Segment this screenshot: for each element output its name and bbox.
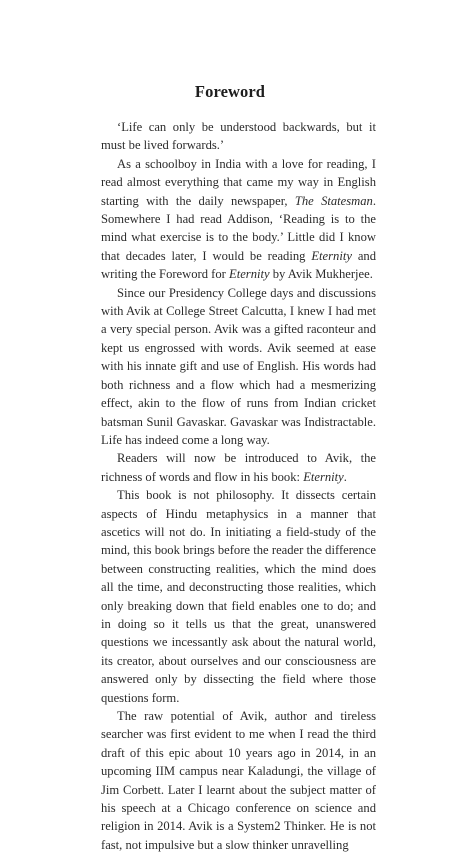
- paragraph: [101, 284, 376, 450]
- paragraph-text: Since our Presidency College days and discussions with Avik at College Street Calcutta, I knew I had met a very special person. Avik was a gifted raconteur and kept us engrossed with words. Avik seemed at ease with his innate gift and use of English. His words had both richness and a flow which had a mesmerizing effect, akin to the flow of runs from Indian cricket batsman Sunil Gavaskar. Gavaskar was Indistractable. Life has indeed come a long way.: [101, 285, 376, 447]
- paragraph-text: Readers will now be introduced to Avik, the richness of words and flow in his book:: [101, 451, 376, 484]
- paragraph: [101, 486, 376, 707]
- italic-title-text: Eternity: [229, 267, 270, 282]
- paragraph-text: This book is not philosophy. It dissects certain aspects of Hindu metaphysics in a manner that ascetics will not do. In initiating a field-study of the mind, this book brings before the reader the difference between constructing realities, which the mind does all the time, and deconstructing those realities, which only breaking down that field enables one to do; and in doing so it tells us that the great, unanswered questions we incessantly ask about the natural world, its creator, about ourselves and our consciousness are answered only by dissecting the field where those questions form.: [101, 488, 376, 705]
- paragraph-text: . Somewhere I had read Addison, ‘Reading is to the mind what exercise is to the body.’ Little did I know that decades later, I would be reading: [101, 193, 377, 263]
- italic-title-text: Eternity: [311, 248, 352, 263]
- italic-title-text: Eternity: [303, 469, 344, 484]
- page-title: Foreword: [194, 82, 266, 101]
- paragraph: [101, 155, 376, 284]
- italic-title-text: The Statesman: [294, 193, 373, 208]
- paragraph-text: ‘Life can only be understood backwards, but it must be lived forwards.’: [101, 120, 376, 153]
- paragraph-text: .: [343, 469, 347, 484]
- paragraph: [101, 449, 376, 486]
- paragraph: [101, 707, 376, 854]
- paragraph-text: and writing the Foreword for: [101, 248, 376, 282]
- paragraph-text: by Avik Mukherjee.: [269, 267, 373, 282]
- paragraph: [101, 118, 376, 155]
- paragraph-text: As a schoolboy in India with a love for reading, I read almost everything that came my way in English starting with the daily newspaper,: [101, 156, 376, 208]
- paragraph-text: The raw potential of Avik, author and tireless searcher was first evident to me when I read the third draft of this epic about 10 years ago in 2014, in an upcoming IIM campus near Kaladungi, the village of Jim Corbett. Later I learnt about the subject matter of his speech at a Chicago conference on science and religion in 2014. Avik is a System2 Thinker. He is not fast, not impulsive but a slow thinker unravelling: [101, 709, 376, 852]
- foreword-body: [101, 118, 376, 854]
